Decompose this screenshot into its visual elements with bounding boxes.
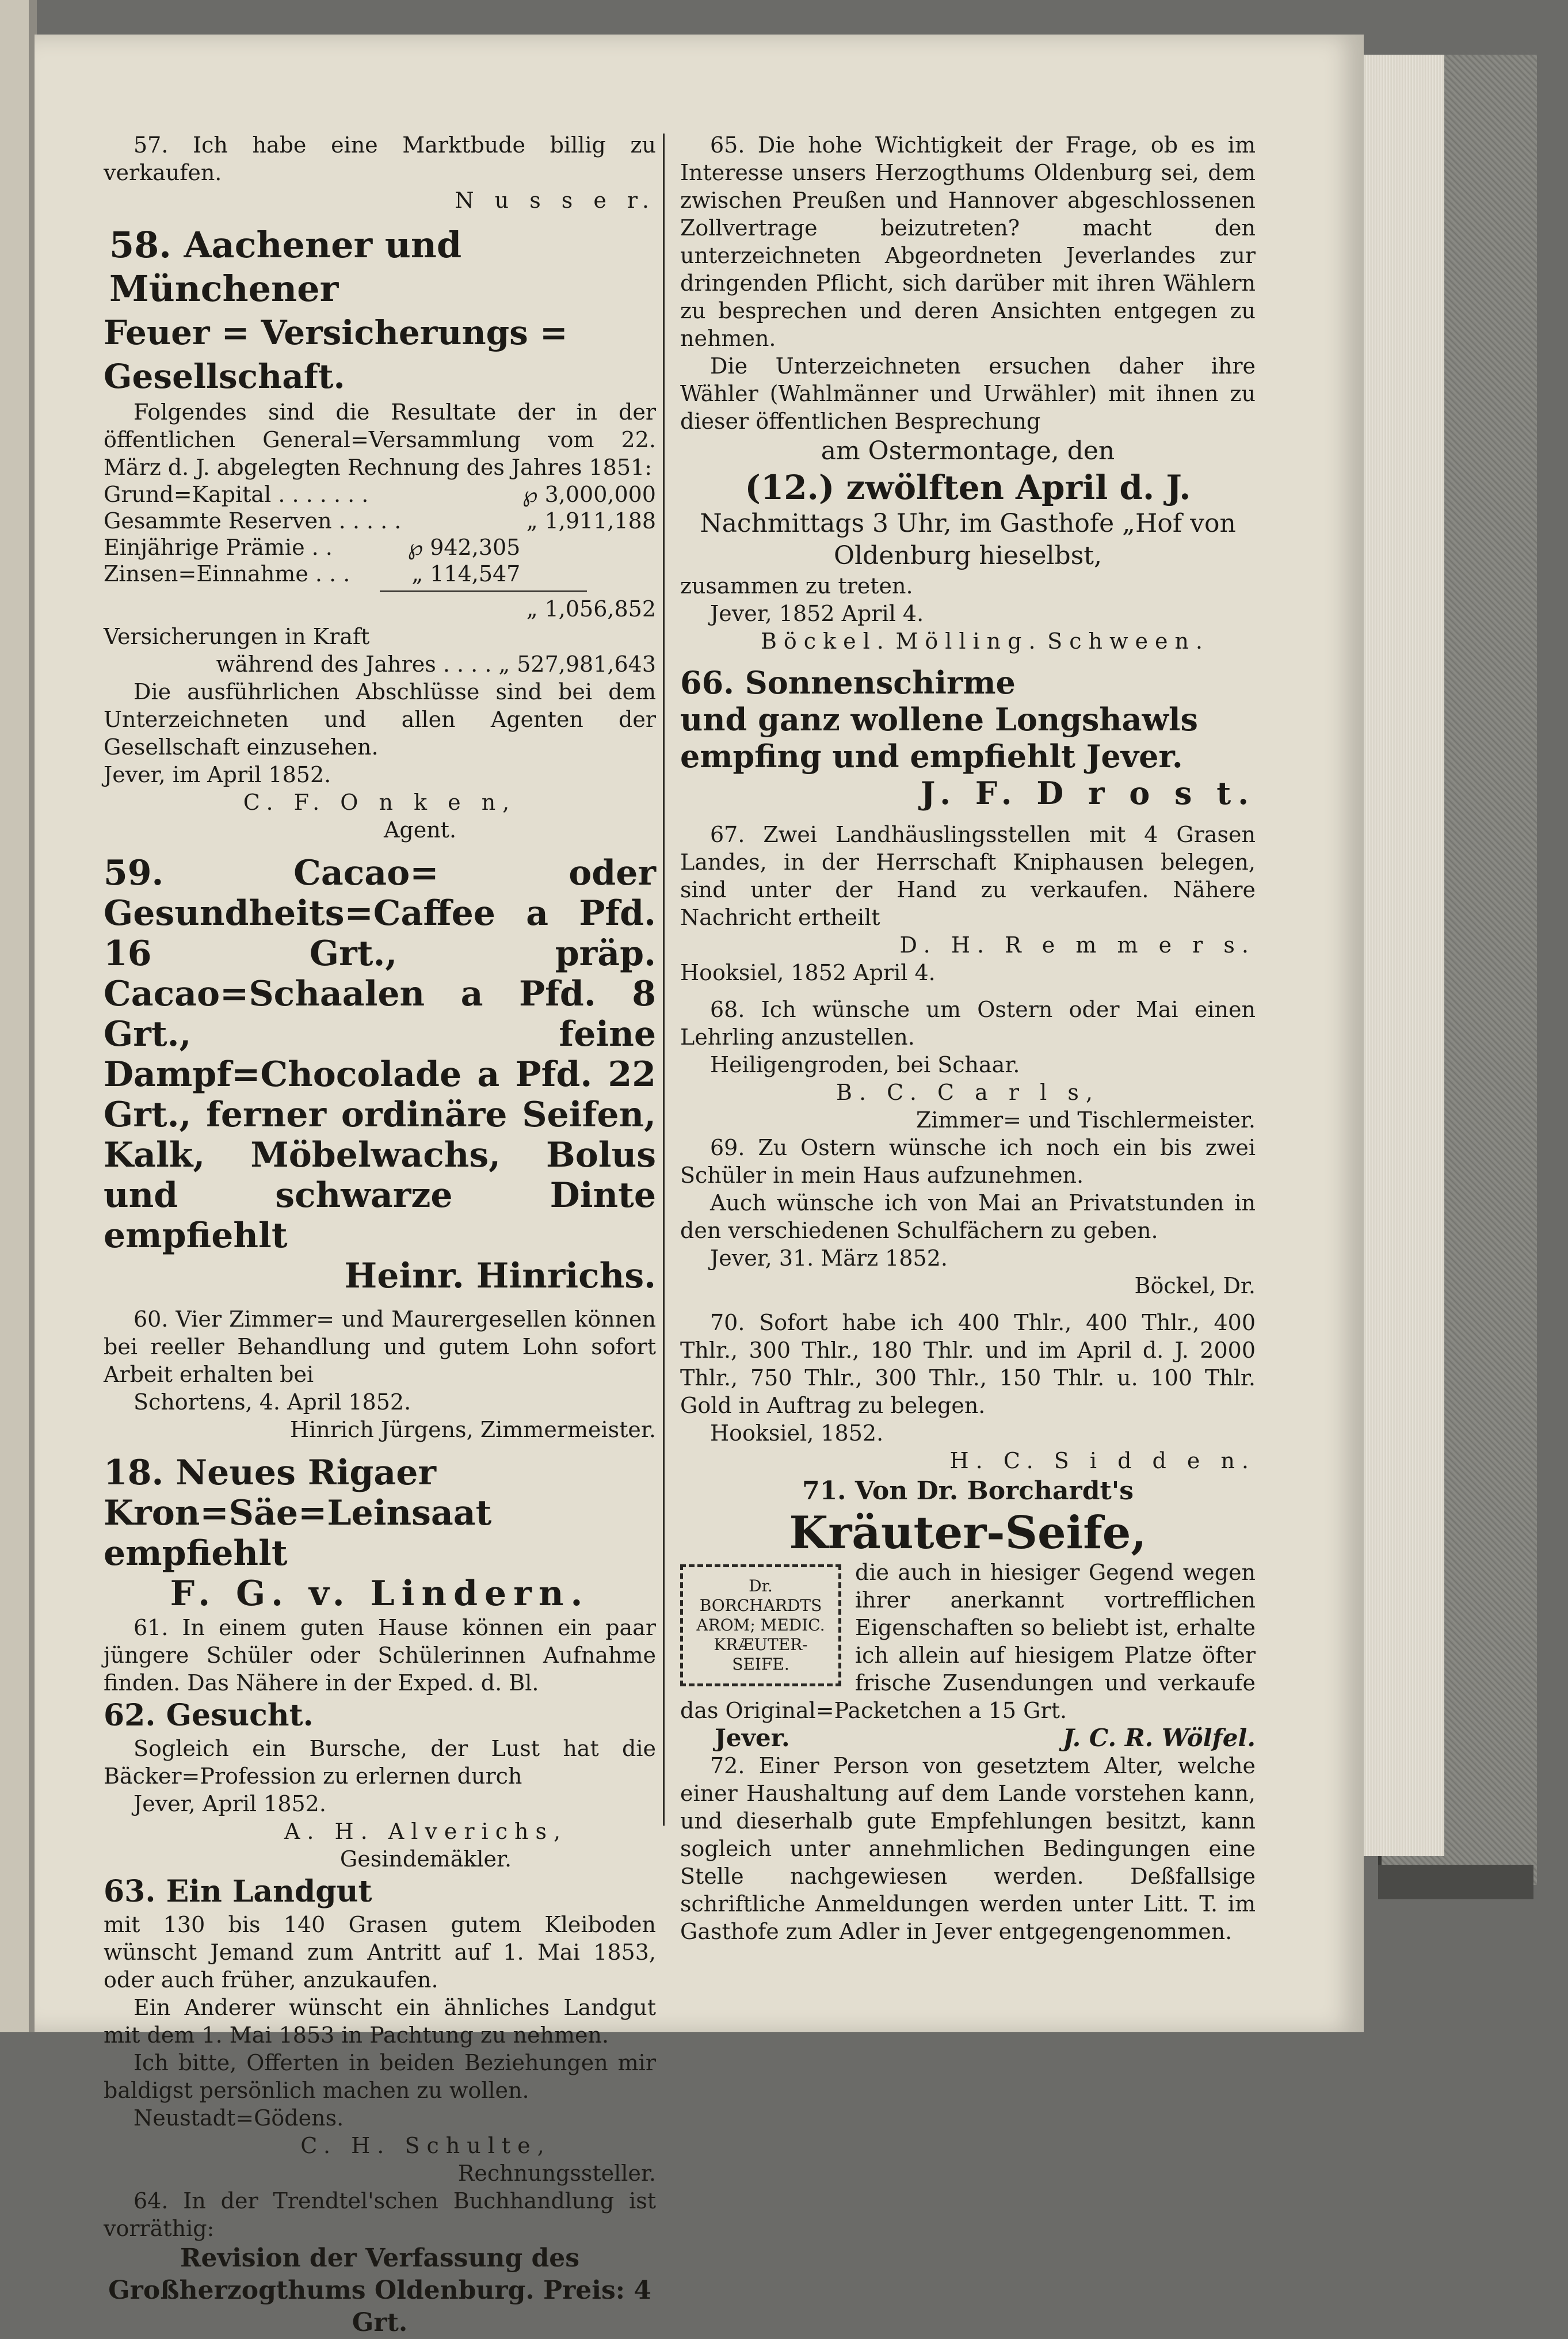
ad-18-signature: F. G. v. Lindern. — [170, 1574, 590, 1614]
product-stamp — [680, 1564, 841, 1686]
left-column — [104, 131, 656, 2339]
ad-62-text: Sogleich ein Bursche, der Lust hat die Bäcker=Profession zu erlernen durch — [104, 1736, 656, 1789]
ad-58-place: Jever, im April 1852. — [104, 762, 331, 787]
table-row — [104, 508, 656, 534]
ad-18 — [104, 1453, 656, 1614]
ad-58-intro: Folgendes sind die Resultate der in der öffentlichen General=Versammlung vom 22. März d. J. abgelegten Rechnung des Jahres 1851: — [104, 399, 656, 480]
ad-63-text3: Ich bitte, Offerten in beiden Beziehungen mir baldigst persönlich machen zu wollen. — [104, 2050, 656, 2103]
ad-62-signature: A. H. Alverichs, — [284, 1819, 568, 1844]
ad-18-text: 18. Neues Rigaer Kron=Säe=Leinsaat empfiehlt — [104, 1453, 492, 1574]
row-label: Grund=Kapital . . . . . . . — [104, 482, 369, 507]
ad-71 — [680, 1475, 1256, 1752]
ad-67-place: Hooksiel, 1852 April 4. — [680, 960, 936, 985]
ad-66-signature: J. F. D r o s t. — [920, 775, 1256, 812]
ad-63-signature: C. H. Schulte, — [300, 2133, 551, 2158]
ad-71-text: die auch in hiesiger Gegend wegen ihrer anerkannt vortrefflichen Eigenschaften so beliebt ist, erhalte ich allein auf hiesigem Platze öfter frische Zusendungen und verkaufe das Original=Packetchen a 15 Grt. — [680, 1560, 1256, 1723]
right-column — [680, 131, 1256, 1945]
ad-59-text: 59. Cacao= oder Gesundheits=Caffee a Pfd. 16 Grt., präp. Cacao=Schaalen a Pfd. 8 Grt., feine Dampf=Chocolade a Pfd. 22 Grt., ferner ordinäre Seifen, Kalk, Möbelwachs, Bolus und schwarze Dinte empfiehlt — [104, 853, 656, 1256]
ad-67-text: 67. Zwei Landhäuslingsstellen mit 4 Grasen Landes, in der Herrschaft Kniphausen belegen, sind unter der Hand zu verkaufen. Nähere Nachricht ertheilt — [680, 822, 1256, 930]
ad-70-text: 70. Sofort habe ich 400 Thlr., 400 Thlr., 400 Thlr., 300 Thlr., 180 Thlr. und im April d. J. 2000 Thlr., 750 Thlr., 300 Thlr., 150 Thlr. u. 100 Thlr. Gold in Auftrag zu belegen. — [680, 1310, 1256, 1418]
stamp-line: SEIFE. — [732, 1655, 789, 1674]
ad-71-signature: J. C. R. Wölfel. — [1062, 1724, 1256, 1752]
ad-70 — [680, 1309, 1256, 1475]
column-divider — [663, 134, 665, 1826]
stamp-line: AROM; MEDIC. — [696, 1616, 825, 1635]
ad-69-text: 69. Zu Ostern wünsche ich noch ein bis zwei Schüler in mein Haus aufzunehmen. — [680, 1135, 1256, 1188]
ad-64 — [104, 2187, 656, 2339]
ad-67 — [680, 821, 1256, 986]
ad-68-signature: B. C. C a r l s, — [836, 1080, 1100, 1105]
ad-64-text: 64. In der Trendtel'schen Buchhandlung ist vorräthig: — [104, 2188, 656, 2241]
ad-61 — [104, 1614, 656, 1697]
ad-68-place: Heiligengroden, bei Schaar. — [710, 1052, 1020, 1077]
row-mid: „ 114,547 — [411, 561, 521, 586]
ad-68 — [680, 996, 1256, 1134]
ad-67-signature: D. H. R e m m e r s. — [899, 932, 1256, 958]
row-label: Zinsen=Einnahme . . . — [104, 561, 350, 586]
ad-65-signatures — [680, 627, 1256, 655]
book-cover-corner — [1378, 1865, 1533, 1899]
ad-65-text3: zusammen zu treten. — [680, 573, 913, 599]
row-mid: ℘ 942,305 — [407, 535, 521, 560]
ad-66 — [680, 664, 1256, 812]
row-label: Gesammte Reserven . . . . . — [104, 508, 402, 534]
ad-68-role: Zimmer= und Tischlermeister. — [915, 1107, 1256, 1133]
row-mid — [406, 481, 521, 508]
ad-71-place: Jever. — [715, 1724, 790, 1752]
ad-65-when3: Nachmittags 3 Uhr, im Gasthofe „Hof von Oldenburg hieselbst, — [700, 509, 1236, 570]
ad-63 — [104, 1873, 656, 2187]
ad-69-text2: Auch wünsche ich von Mai an Privatstunden in den verschiedenen Schulfächern zu geben. — [680, 1190, 1256, 1243]
ad-65-when2: (12.) zwölften April d. J. — [745, 468, 1191, 507]
ad-58-insurance-label: Versicherungen in Kraft — [104, 624, 370, 649]
ad-69-signature: Böckel, Dr. — [1134, 1273, 1256, 1298]
ad-62-role: Gesindemäkler. — [339, 1846, 512, 1872]
signature: Böckel. — [761, 628, 891, 654]
ad-71-footer — [680, 1724, 1256, 1752]
ad-62-heading: 62. Gesucht. — [104, 1698, 314, 1733]
ad-70-place: Hooksiel, 1852. — [710, 1420, 884, 1446]
ad-60-place: Schortens, 4. April 1852. — [133, 1389, 411, 1415]
table-row — [104, 534, 656, 561]
ad-69-place: Jever, 31. März 1852. — [710, 1245, 948, 1271]
ad-71-title: Kräuter-Seife, — [789, 1507, 1147, 1559]
signature: Schween. — [1047, 628, 1210, 654]
ad-57 — [104, 131, 656, 214]
ad-57-text: 57. Ich habe eine Marktbude billig zu verkaufen. — [104, 132, 656, 185]
ad-59-signature: Heinr. Hinrichs. — [344, 1256, 656, 1296]
ad-68-text: 68. Ich wünsche um Ostern oder Mai einen Lehrling anzustellen. — [680, 997, 1256, 1050]
ad-59 — [104, 853, 656, 1296]
ad-58-heading: 58. Aachener und Münchener — [109, 224, 462, 310]
ad-58-body: Die ausführlichen Abschlüsse sind bei dem Unterzeichneten und allen Agenten der Gesellschaft einzusehen. — [104, 679, 656, 760]
ad-58-subheading: Feuer = Versicherungs = Gesellschaft. — [104, 313, 568, 396]
ad-58 — [104, 223, 656, 844]
ad-65-text: 65. Die hohe Wichtigkeit der Frage, ob es im Interesse unsers Herzogthums Oldenburg sei, dem zwischen Preußen und Hannover abgeschlossenen Zollvertrage beizutreten? macht den unterzeichneten Abgeordneten Jeverlandes zur dringenden Pflicht, sich darüber mit ihren Wählern zu besprechen und deren Ansichten entgegen zu nehmen. — [680, 132, 1256, 351]
ad-62 — [104, 1697, 656, 1873]
ad-72-text: 72. Einer Person von gesetztem Alter, welche einer Haushaltung auf dem Lande vorstehen kann, und dieserhalb gute Empfehlungen besitzt, kann sogleich unter annehmlichen Bedingungen eine Stelle nachgewiesen werden. Deßfallsige schriftliche Anmeldungen werden unter Litt. T. im Gasthofe zum Adler in Jever entgegengenommen. — [680, 1753, 1256, 1944]
ad-72 — [680, 1752, 1256, 1945]
ad-60 — [104, 1305, 656, 1443]
ad-63-text1: mit 130 bis 140 Grasen gutem Kleiboden wünscht Jemand zum Antritt auf 1. Mai 1853, oder auch früher, anzukaufen. — [104, 1912, 656, 1993]
facing-page — [0, 0, 31, 2032]
ad-66-heading: 66. Sonnenschirme — [680, 664, 1016, 701]
ad-63-text2: Ein Anderer wünscht ein ähnliches Landgut mit dem 1. Mai 1853 in Pachtung zu nehmen. — [104, 1995, 656, 2048]
ad-71-heading: 71. Von Dr. Borchardt's — [802, 1476, 1134, 1506]
ad-62-place: Jever, April 1852. — [133, 1791, 326, 1816]
table-row — [104, 481, 656, 508]
ad-61-text: 61. In einem guten Hause können ein paar jüngere Schüler oder Schülerinnen Aufnahme finden. Das Nähere in der Exped. d. Bl. — [104, 1615, 656, 1696]
row-label: Einjährige Prämie . . — [104, 535, 333, 560]
ad-65-when1: am Ostermontage, den — [821, 436, 1115, 466]
row-value: „ 1,911,188 — [526, 508, 656, 534]
ad-58-role: Agent. — [383, 817, 457, 843]
ad-69 — [680, 1134, 1256, 1300]
ad-65-place: Jever, 1852 April 4. — [710, 601, 924, 626]
row-value — [520, 561, 656, 587]
ad-57-signature: N u s s e r. — [455, 188, 656, 213]
row-value: ℘ 3,000,000 — [522, 482, 656, 507]
row-mid — [406, 508, 521, 534]
sum-rule — [380, 591, 587, 592]
stamp-line: BORCHARDTS — [699, 1596, 822, 1615]
ad-58-subtotal: „ 1,056,852 — [526, 596, 656, 622]
ad-58-insurance-value: während des Jahres . . . . „ 527,981,643 — [216, 652, 656, 677]
ad-63-heading: 63. Ein Landgut — [104, 1874, 372, 1909]
ad-70-signature: H. C. S i d d e n. — [949, 1448, 1256, 1473]
ad-58-signature: C. F. O n k e n, — [243, 790, 517, 815]
row-value — [520, 534, 656, 561]
ad-63-role: Rechnungssteller. — [457, 2161, 656, 2186]
ad-65-text2: Die Unterzeichneten ersuchen daher ihre Wähler (Wahlmänner und Urwähler) mit ihnen zu dieser öffentlichen Besprechung — [680, 353, 1256, 434]
signature: Mölling. — [895, 628, 1043, 654]
ad-65 — [680, 131, 1256, 655]
page-edges — [1364, 55, 1444, 1856]
ad-66-text: und ganz wollene Longshawls empfing und empfiehlt Jever. — [680, 701, 1198, 775]
ad-60-text: 60. Vier Zimmer= und Maurergesellen können bei reeller Behandlung und gutem Lohn sofort Arbeit erhalten bei — [104, 1306, 656, 1387]
ad-64-book-title: Revision der Verfassung des Großherzogthums Oldenburg. Preis: 4 Grt. — [108, 2243, 651, 2337]
stamp-line: Dr. — [749, 1576, 773, 1595]
ad-60-signature: Hinrich Jürgens, Zimmermeister. — [289, 1417, 656, 1442]
table-row — [104, 561, 656, 587]
ad-63-place: Neustadt=Gödens. — [133, 2105, 344, 2131]
stamp-line: KRÆUTER- — [714, 1635, 808, 1654]
financial-table — [104, 481, 656, 587]
